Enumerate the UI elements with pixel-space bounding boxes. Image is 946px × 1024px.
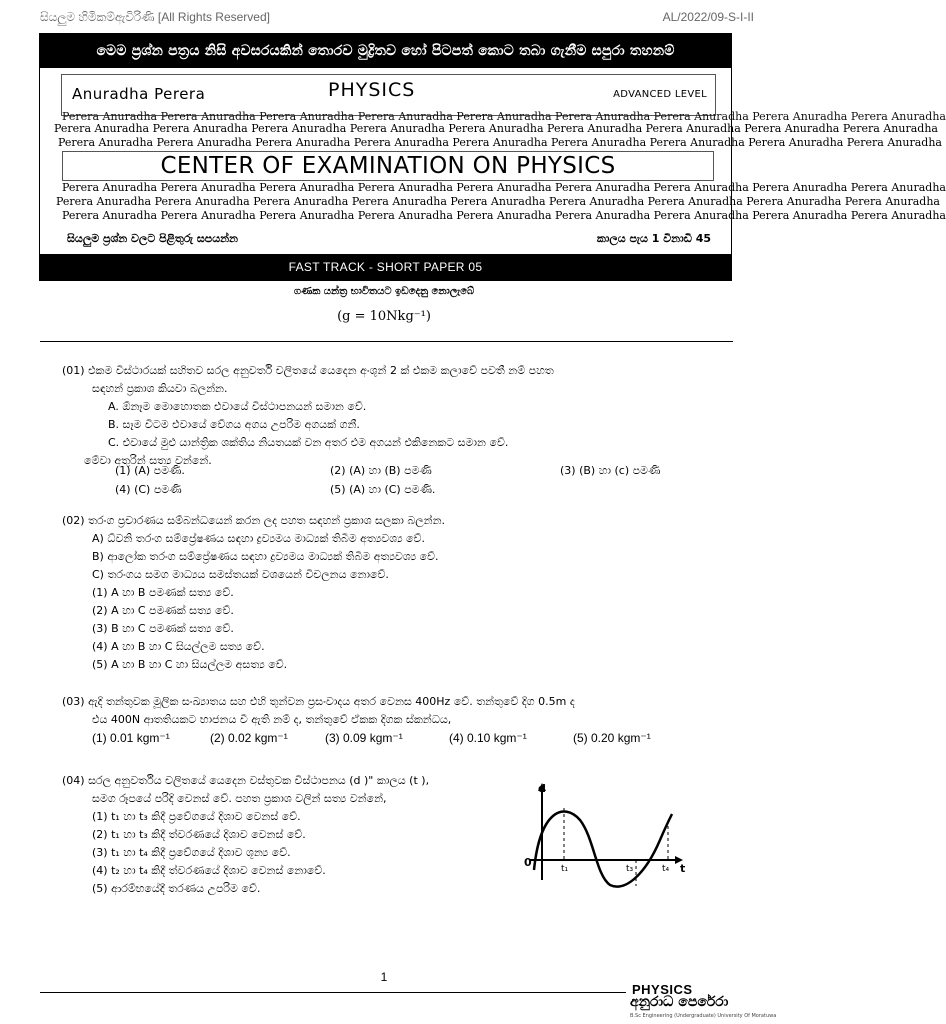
option-3: (3) 0.09 kgm⁻¹ <box>325 731 403 745</box>
t3-label: t₃ <box>626 864 634 874</box>
question-text: (04) සරල අනුවර්තිය චලිතයේ යෙදෙන වස්තුවක විස්ථාපනය (d )" කාලය (t ), <box>62 774 430 787</box>
t4-label: t₄ <box>662 864 670 874</box>
rights-text: සියලුම හිමිකම්ඇවිරිණි [All Rights Reserved] <box>40 10 270 24</box>
question-text: එය 400N ආතතියකට භාජනය වී ඇති නම් ද, තන්තුවේ ඒකක දිගක ස්කන්ධය, <box>92 713 452 726</box>
top-line <box>40 10 754 26</box>
x-axis-label: t <box>680 862 686 875</box>
footer-rule <box>40 992 626 993</box>
statement-c: C) තරංගය සමග මාධ්‍යය සමස්තයක් වශයෙන් විචලනය නොවේ. <box>92 568 389 581</box>
origin-label: 0 <box>524 856 532 869</box>
question-1 <box>62 362 554 470</box>
y-axis-label: d <box>538 782 546 795</box>
q3-options <box>0 731 768 749</box>
t1-label: t₁ <box>561 864 569 874</box>
statement-b: B) ආලෝක තරංග සම්ප්‍රේෂණය සඳහා ද්‍රව්‍යමය මාධ්‍යක් තිබීම අත්‍යවශ්‍ය වේ. <box>92 550 439 563</box>
watermark-pattern: Perera Anuradha Perera Anuradha Perera Anuradha Perera Anuradha Perera Anuradha Perera Anuradha Perera Anuradha Perera Anuradha Perera Anuradha <box>62 209 946 222</box>
option-1: (1) 0.01 kgm⁻¹ <box>92 731 170 745</box>
option-5: (5) ආරම්භයේදී තරණය උපරිම වේ. <box>92 882 261 895</box>
option-5: (5) A හා B හා C හා සියල්ලම අසත්‍ය වේ. <box>92 658 288 671</box>
author-name: Anuradha Perera <box>72 85 206 103</box>
question-text: (01) එකම විස්ථාරයක් සහිතව සරල අනුවර්ති චලිතයේ යෙදෙන අංශුන් 2 ක් එකම කලාවේ පවතී නම් පහත <box>62 364 554 377</box>
question-text: සමග රූපයේ පරිදි වෙනස් වේ. පහත ප්‍රකාශ වලින් සත්‍ය වන්නේ, <box>92 792 387 805</box>
question-2 <box>62 512 445 674</box>
copyright-notice: මෙම ප්‍රශ්න පත්‍රය නිසි අවසරයකින් තොරව මුද්‍රිතව හෝ පිටපත් කොට තබා ගැනීම සපුරා තහනම් <box>40 34 731 68</box>
statement-a: A. ඕනෑම මොහොතක එවායේ විස්ථාපනයන් සමාන වේ. <box>108 400 367 413</box>
center-title: CENTER OF EXAMINATION ON PHYSICS <box>62 151 714 181</box>
watermark-pattern: Perera Anuradha Perera Anuradha Perera Anuradha Perera Anuradha Perera Anuradha Perera Anuradha Perera Anuradha Perera Anuradha Perera Anuradha <box>56 195 940 208</box>
question-text: (02) තරංග ප්‍රචාරණය සම්බන්ධයෙන් කරන ලද පහත සඳහන් ප්‍රකාශ සලකා බලන්න. <box>62 514 446 527</box>
option-4: (4) t₂ හා t₄ කිදී ත්වරණයේ දිශාව වෙනස් නොවේ. <box>92 864 326 877</box>
calculator-note: ගණක යන්ත්‍ර භාවිතයට ඉඩදෙනු නොලැබේ <box>293 286 475 297</box>
option-3: (3) t₁ හා t₄ කිදී ප්‍රවේගයේ දිශාව ශූන්‍ය වේ. <box>92 846 291 859</box>
question-text: (03) ඇදි තන්තුවක මූලික සංඛ්‍යාතය සහ එහි තුන්වන ප්‍රසංවාදය අතර වෙනස 400Hz වේ. තන්තුවේ දිග 0.5m ද <box>62 695 575 708</box>
question-4 <box>62 772 429 898</box>
question-text: සඳහන් ප්‍රකාශ කියවා බලන්න. <box>92 382 228 395</box>
question-prompt: මේවා අතුරින් සත්‍ය වන්නේ. <box>84 454 212 467</box>
option-4: (4) 0.10 kgm⁻¹ <box>449 731 527 745</box>
option-5: (5) 0.20 kgm⁻¹ <box>573 731 651 745</box>
option-3: (3) B හා C පමණක් සත්‍ය වේ. <box>92 622 234 635</box>
option-3: (3) (B) හා (c) පමණි <box>560 464 661 477</box>
statement-c: C. එවායේ මුළු යාන්ත්‍රික ශක්තිය නියතයක් වන අතර එම අගයන් එකිනෙකට සමාන වේ. <box>108 436 509 449</box>
option-4: (4) (C) පමණි <box>115 483 182 496</box>
paper-code: AL/2022/09-S-I-II <box>662 10 754 24</box>
option-2: (2) t₁ හා t₃ කිදී ත්වරණයේ දිශාව වෙනස් වේ. <box>92 828 306 841</box>
option-2: (2) (A) හා (B) පමණි <box>330 464 432 477</box>
watermark-pattern: Perera Anuradha Perera Anuradha Perera Anuradha Perera Anuradha Perera Anuradha Perera Anuradha Perera Anuradha Perera Anuradha Perera Anuradha <box>58 136 942 149</box>
subject-title: PHYSICS <box>328 79 416 101</box>
q1-options <box>0 464 768 504</box>
sine-curve <box>534 812 672 887</box>
divider <box>40 341 733 342</box>
option-2: (2) A හා C පමණක් සත්‍ය වේ. <box>92 604 234 617</box>
paper-header <box>39 33 946 280</box>
gravity-note: (g = 10Nkg⁻¹) <box>337 309 431 324</box>
option-1: (1) A හා B පමණක් සත්‍ය වේ. <box>92 586 234 599</box>
brand-logo <box>626 982 777 1022</box>
paper-name-bar: FAST TRACK - SHORT PAPER 05 <box>39 254 732 281</box>
instruction-answer-all: සියලුම ප්‍රශ්න වලට පිළිතුරු සපයන්න <box>67 232 238 245</box>
option-1: (1) t₁ හා t₃ කිදී ප්‍රවේගයේ දිශාව වෙනස් වේ. <box>92 810 301 823</box>
question-3 <box>62 693 575 729</box>
brand-title: PHYSICS <box>632 982 693 997</box>
level-label: ADVANCED LEVEL <box>613 89 707 100</box>
watermark-pattern: Perera Anuradha Perera Anuradha Perera Anuradha Perera Anuradha Perera Anuradha Perera Anuradha Perera Anuradha Perera Anuradha Perera Anuradha <box>62 110 946 123</box>
option-5: (5) (A) හා (C) පමණි. <box>330 483 436 496</box>
time-allowed: කාලය පැය 1 විනාඩි 45 <box>596 232 711 245</box>
watermark-pattern: Perera Anuradha Perera Anuradha Perera Anuradha Perera Anuradha Perera Anuradha Perera Anuradha Perera Anuradha Perera Anuradha Perera Anuradha <box>62 181 946 194</box>
watermark-pattern: Perera Anuradha Perera Anuradha Perera Anuradha Perera Anuradha Perera Anuradha Perera Anuradha Perera Anuradha Perera Anuradha Perera Anuradha <box>54 122 938 135</box>
option-2: (2) 0.02 kgm⁻¹ <box>210 731 288 745</box>
brand-name: අනුරාධ පෙරේරා <box>630 994 729 1010</box>
displacement-time-graph <box>520 780 690 890</box>
option-1: (1) (A) පමණි. <box>115 464 185 477</box>
statement-a: A) ධ්වනි තරංග සම්ප්‍රේෂණය සඳහා ද්‍රව්‍යමය මාධ්‍යක් තිබීම අත්‍යවශ්‍ය වේ. <box>92 532 425 545</box>
statement-b: B. සෑම විටම එවායේ වේගය අගය උපරිම අගයක් ගනී. <box>108 418 360 431</box>
option-4: (4) A හා B හා C සියල්ලම සත්‍ය වේ. <box>92 640 265 653</box>
page-number: 1 <box>380 970 388 984</box>
brand-subtitle: B.Sc Engineering (Undergraduate) University Of Moratuwa <box>630 1013 777 1019</box>
